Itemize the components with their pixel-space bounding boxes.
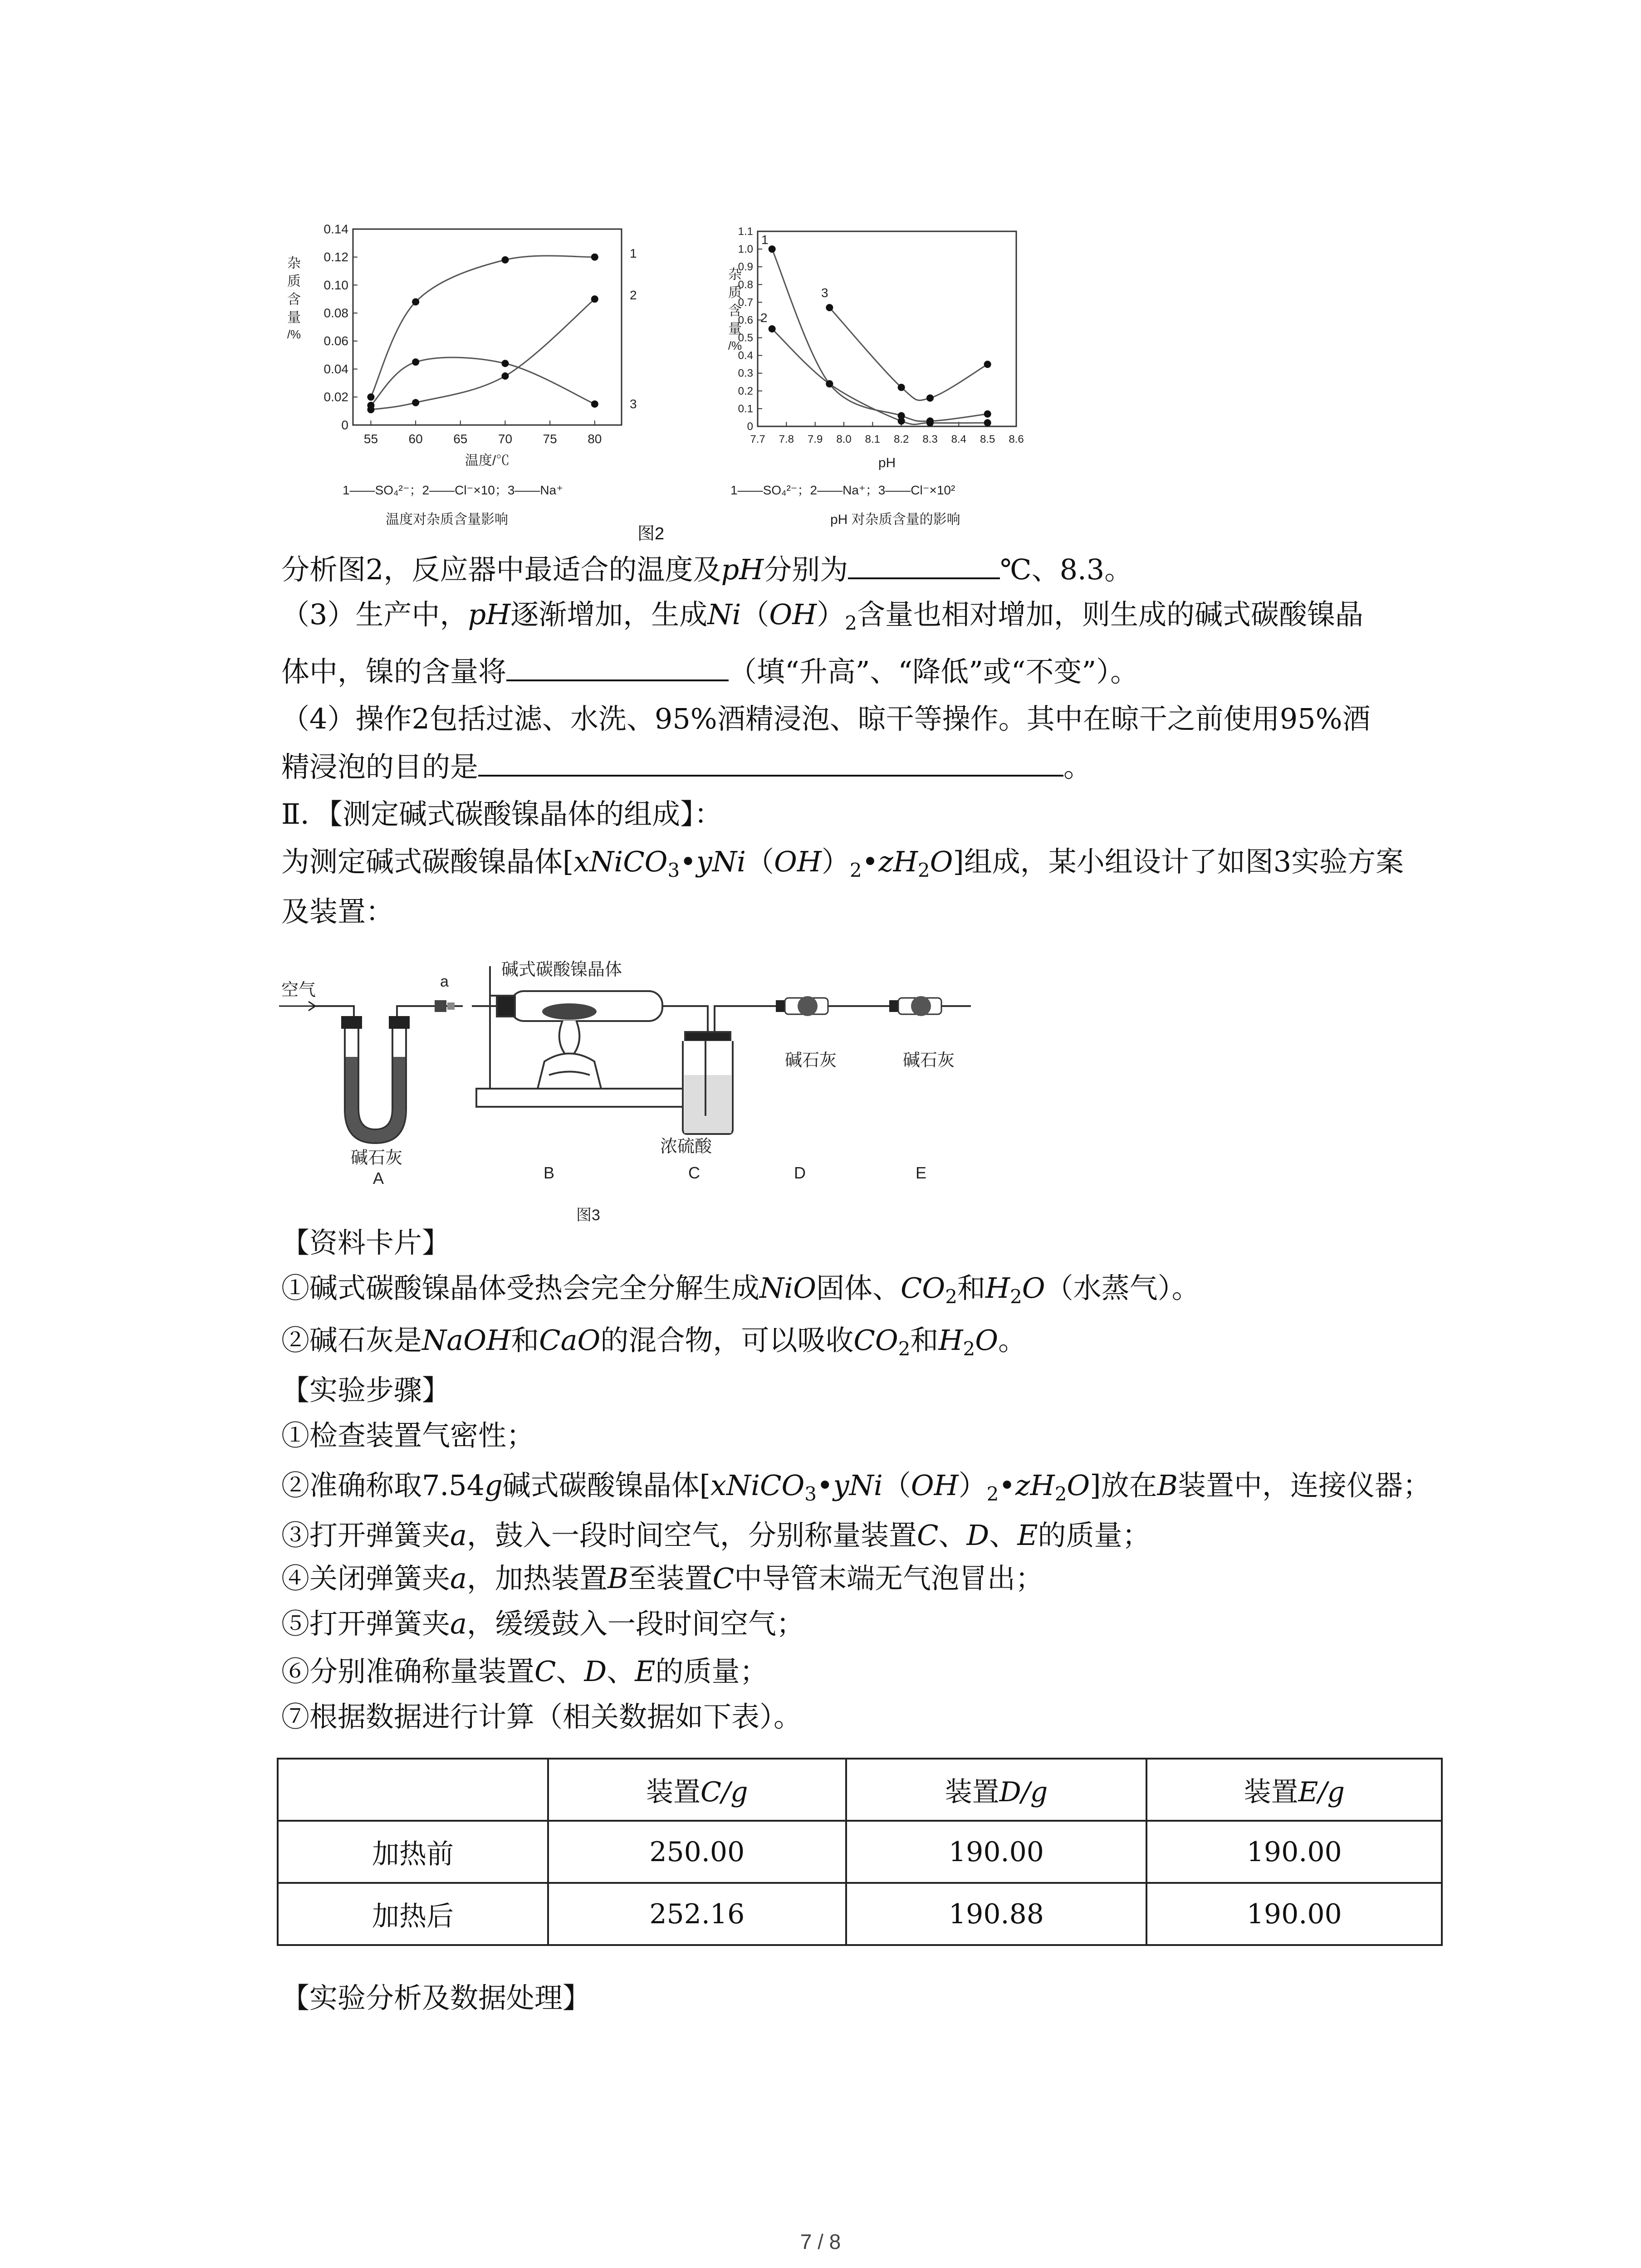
right-chart-curve-label-3: 3 — [821, 286, 828, 300]
y-tick-label: 0.6 — [738, 314, 753, 327]
y-tick-label: 0.7 — [738, 296, 753, 309]
right-chart-curve-label-1: 1 — [761, 233, 769, 247]
y-tick-label: 0.4 — [738, 349, 753, 362]
y-tick-label: 0.9 — [738, 261, 753, 274]
valve-label: a — [440, 973, 449, 990]
x-tick-label: 8.3 — [922, 433, 938, 445]
y-tick-label: 0 — [341, 418, 348, 432]
figure-2-label: 图2 — [637, 524, 665, 543]
analysis-heading: 【实验分析及数据处理】 — [281, 1981, 591, 2014]
svg-text:量: 量 — [287, 310, 301, 325]
y-tick-label: 0.08 — [323, 306, 348, 320]
svg-text:含: 含 — [287, 292, 301, 307]
x-tick-label: 8.0 — [836, 433, 852, 445]
svg-text:质: 质 — [728, 285, 742, 300]
data-point — [501, 360, 509, 367]
data-point — [898, 417, 905, 425]
y-tick-label: 0.1 — [738, 402, 753, 415]
apparatus-letter-a: A — [373, 1169, 384, 1188]
air-label: 空气 — [281, 981, 316, 1000]
series-line-1 — [371, 256, 594, 397]
row-label-before: 加热前 — [278, 1821, 548, 1883]
lime-a-label: 碱石灰 — [351, 1149, 403, 1168]
data-point — [984, 411, 991, 418]
left-chart-legend: 1——SO₄²⁻；2——Cl⁻×10；3——Na⁺ — [343, 483, 563, 497]
q4-line-1: （4）操作2包括过滤、水洗、95%酒精浸泡、晾干等操作。其中在晾干之前使用95%酒 — [281, 702, 1371, 735]
step-2: ②准确称取7.54g碱式碳酸镍晶体$[xNiCO_3•yNi(OH)_2•zH_2O]$放在B装置中，连接仪器； — [281, 1469, 1431, 1505]
x-tick-label: 75 — [543, 432, 557, 446]
svg-text:杂: 杂 — [728, 267, 742, 282]
acid-label: 浓硫酸 — [660, 1137, 712, 1156]
table-cell: 250.00 — [548, 1821, 846, 1883]
step-1: ①检查装置气密性； — [281, 1419, 535, 1452]
table-cell: 190.88 — [846, 1883, 1147, 1945]
left-chart-plot-area — [353, 229, 622, 425]
data-point — [898, 384, 905, 391]
steps-heading: 【实验步骤】 — [281, 1374, 451, 1407]
data-point — [769, 245, 776, 253]
x-tick-label: 8.5 — [980, 433, 995, 445]
svg-text:杂: 杂 — [287, 256, 301, 271]
q4-line-2: 精浸泡的目的是 。 — [281, 748, 1092, 785]
x-tick-label: 7.9 — [807, 433, 823, 445]
table-cell: 190.00 — [1146, 1883, 1442, 1945]
table-cell: 190.00 — [846, 1821, 1147, 1883]
right-chart-series — [769, 245, 991, 426]
right-chart-legend: 1——SO₄²⁻；2——Na⁺；3——Cl⁻×10² — [730, 483, 955, 497]
y-tick-label: 0 — [747, 420, 753, 433]
section-ii-heading: Ⅱ．【测定碱式碳酸镍晶体的组成】： — [281, 797, 723, 831]
x-tick-label: 8.1 — [865, 433, 881, 445]
svg-text:含: 含 — [728, 303, 742, 318]
x-tick-label: 7.7 — [750, 433, 765, 445]
answer-blank-alcohol-purpose[interactable] — [478, 748, 1063, 777]
data-point — [412, 298, 419, 305]
data-point — [984, 419, 991, 426]
apparatus-letter-c: C — [688, 1163, 700, 1182]
crystal-label: 碱式碳酸镍晶体 — [501, 960, 622, 979]
lime-d-label: 碱石灰 — [785, 1051, 837, 1070]
apparatus-diagram — [272, 953, 998, 1234]
data-point — [591, 401, 598, 408]
data-point — [826, 380, 833, 387]
x-tick-label: 8.6 — [1009, 433, 1024, 445]
y-tick-label: 0.2 — [738, 385, 753, 397]
y-tick-label: 0.5 — [738, 332, 753, 344]
data-point — [367, 402, 374, 409]
y-tick-label: 0.12 — [323, 250, 348, 264]
left-chart-curve-label-2: 2 — [630, 288, 637, 302]
svg-text:/%: /% — [287, 327, 301, 341]
heating-apparatus-b — [476, 966, 685, 1107]
step-3: ③打开弹簧夹a，鼓入一段时间空气，分别称量装置C、D、E的质量； — [281, 1519, 1151, 1552]
y-tick-label: 0.14 — [323, 222, 348, 236]
right-chart-caption: pH 对杂质含量的影响 — [830, 512, 960, 527]
u-tube-a — [341, 1016, 410, 1143]
right-chart-plot-area — [758, 231, 1016, 426]
figure-3-label: 图3 — [576, 1207, 600, 1224]
answer-blank-nickel-content[interactable] — [506, 653, 729, 681]
series-line-2 — [772, 329, 988, 425]
step-4: ④关闭弹簧夹a，加热装置B至装置C中导管末端无气泡冒出； — [281, 1562, 1044, 1595]
svg-text:量: 量 — [728, 322, 742, 337]
y-tick-label: 0.3 — [738, 367, 753, 380]
step-5: ⑤打开弹簧夹a，缓缓鼓入一段时间空气； — [281, 1607, 804, 1640]
y-tick-label: 0.8 — [738, 279, 753, 291]
left-chart-xlabel: 温度/℃ — [465, 453, 510, 468]
spring-clamp-a[interactable] — [435, 1000, 455, 1012]
mass-data-table — [277, 1758, 1443, 1946]
section-ii-intro-1: 为测定碱式碳酸镍晶体$[xNiCO_3•yNi(OH)_2•zH_2O]$组成，某小组设计了如图3实验方案 — [281, 845, 1404, 881]
answer-blank-temperature[interactable] — [848, 551, 1000, 579]
left-chart-ylabel — [287, 256, 301, 341]
row-label-after: 加热后 — [278, 1883, 548, 1945]
table-header-e: 装置E/g — [1146, 1759, 1442, 1821]
left-chart-series — [367, 254, 598, 413]
data-point — [826, 304, 833, 311]
y-tick-label: 0.10 — [323, 278, 348, 292]
x-tick-label: 8.4 — [951, 433, 967, 445]
left-chart-caption: 温度对杂质含量影响 — [386, 512, 508, 527]
table-header-c: 装置C/g — [548, 1759, 846, 1821]
table-header-row — [278, 1759, 1442, 1821]
drying-tube-d — [776, 996, 828, 1016]
data-point — [412, 358, 419, 366]
table-row — [278, 1821, 1442, 1883]
section-ii-intro-2: 及装置： — [281, 895, 394, 928]
q3-line-2: 体中，镍的含量将 （填“升高”、“降低”或“不变”）。 — [281, 653, 1138, 690]
acid-bottle-c — [683, 1032, 733, 1134]
right-chart-xlabel: pH — [878, 455, 896, 470]
left-chart-curve-label-1: 1 — [630, 246, 637, 260]
lime-e-label: 碱石灰 — [903, 1051, 955, 1070]
right-chart-x-ticks — [750, 422, 1024, 445]
data-point — [501, 256, 509, 264]
apparatus-letter-e: E — [916, 1163, 927, 1182]
q3-line-1: （3）生产中，pH逐渐增加，生成$Ni(OH)_2$含量也相对增加，则生成的碱式碳酸镍晶 — [281, 598, 1364, 634]
data-card-item-1: ①碱式碳酸镍晶体受热会完全分解生成NiO固体、$CO_2$和$H_2O$（水蒸气）。 — [281, 1271, 1200, 1308]
q-analysis-line: 分析图2，反应器中最适合的温度及pH分别为 ℃、8.3。 — [281, 551, 1132, 588]
svg-text:/%: /% — [728, 339, 742, 352]
x-tick-label: 65 — [453, 432, 468, 446]
table-row — [278, 1883, 1442, 1945]
data-point — [591, 254, 598, 261]
data-point — [984, 361, 991, 368]
air-arrow — [279, 1002, 315, 1011]
data-point — [367, 393, 374, 401]
x-tick-label: 7.8 — [779, 433, 794, 445]
y-tick-label: 1.1 — [738, 225, 753, 238]
svg-text:质: 质 — [287, 274, 301, 289]
series-line-3 — [829, 308, 987, 400]
data-card-heading: 【资料卡片】 — [281, 1226, 451, 1259]
data-point — [412, 399, 419, 406]
table-corner-cell — [278, 1759, 548, 1821]
data-point — [926, 419, 934, 426]
x-tick-label: 8.2 — [893, 433, 909, 445]
y-tick-label: 1.0 — [738, 243, 753, 256]
apparatus-letter-b: B — [544, 1163, 555, 1182]
x-tick-label: 70 — [498, 432, 513, 446]
x-tick-label: 55 — [363, 432, 378, 446]
data-point — [769, 325, 776, 332]
table-cell: 190.00 — [1146, 1821, 1442, 1883]
table-cell: 252.16 — [548, 1883, 846, 1945]
temperature-chart — [272, 218, 644, 553]
series-line-3 — [371, 357, 594, 406]
data-point — [926, 394, 934, 401]
ph-chart — [726, 218, 1053, 553]
drying-tube-e — [889, 996, 941, 1016]
step-7: ⑦根据数据进行计算（相关数据如下表）。 — [281, 1700, 802, 1733]
y-tick-label: 0.04 — [323, 362, 348, 376]
apparatus-letter-d: D — [794, 1163, 806, 1182]
left-chart-curve-label-3: 3 — [630, 397, 637, 411]
series-line-1 — [772, 249, 988, 421]
y-tick-label: 0.02 — [323, 390, 348, 404]
left-chart-x-ticks — [364, 420, 602, 446]
page-number: 7 / 8 — [800, 2230, 841, 2253]
x-tick-label: 60 — [408, 432, 423, 446]
data-point — [501, 372, 509, 380]
right-chart-curve-label-2: 2 — [760, 311, 768, 325]
data-point — [591, 295, 598, 303]
step-6: ⑥分别准确称量装置C、D、E的质量； — [281, 1655, 768, 1688]
data-card-item-2: ②碱石灰是NaOH和CaO的混合物，可以吸收$CO_2$和$H_2O$。 — [281, 1324, 1027, 1360]
table-header-d: 装置D/g — [846, 1759, 1147, 1821]
y-tick-label: 0.06 — [323, 334, 348, 348]
x-tick-label: 80 — [588, 432, 602, 446]
